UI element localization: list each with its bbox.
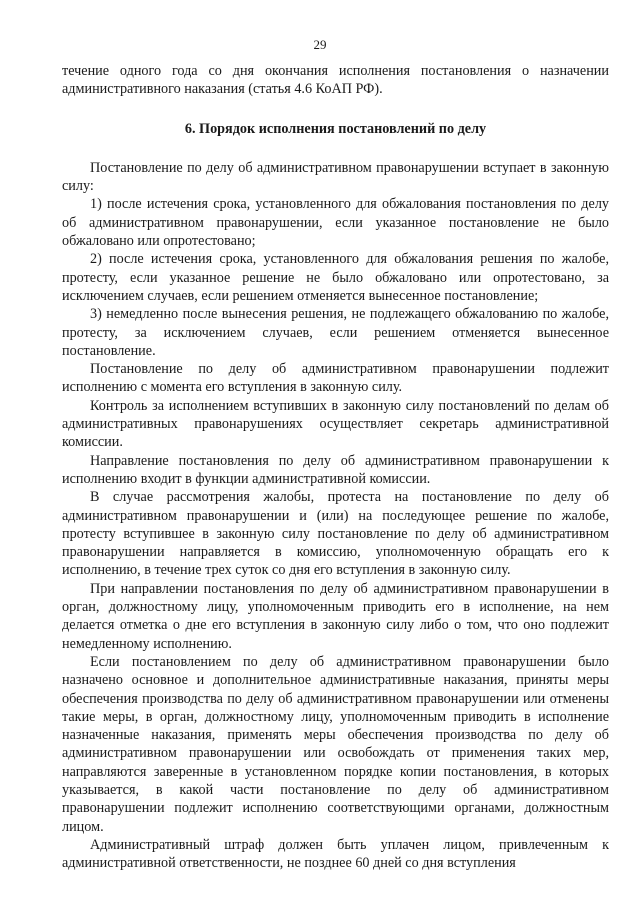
paragraph: При направлении постановления по делу об административном правонарушении в орган, должностному лицу, уполномоченным приводить его в исполнение, на нем делается отметка о дне его вступления в законную силу либо о том, что оно подлежит немедленному исполнению. xyxy=(62,580,609,652)
section-heading: 6. Порядок исполнения постановлений по делу xyxy=(184,120,487,137)
list-item: 2) после истечения срока, установленного для обжалования решения по жалобе, протесту, если указанное решение не было обжаловано или опротестовано, за исключением случаев, если решением отменяется вынесенное постановление; xyxy=(62,251,609,304)
paragraph: Постановление по делу об административном правонарушении вступает в законную силу: xyxy=(62,159,609,195)
paragraph: Если постановлением по делу об административном правонарушении было назначено основное и дополнительное административные наказания, приняты меры обеспечения производства по делу об административном правонарушении или отменены такие меры, в орган, должностному лицу, уполномоченным приводить в исполнение назначенные наказания, применять меры обеспечения производства по делу об административном правонарушении или освобождать от применения таких мер, направляются заверенные в установленном порядке копии постановления, в которых указывается, в какой части постановление по делу об административном правонарушении подлежит исполнению соответствующими органами, должностным лицом. xyxy=(62,653,609,835)
paragraph: Постановление по делу об административном правонарушении подлежит исполнению с момента его вступления в законную силу. xyxy=(62,361,609,396)
document-body xyxy=(62,62,609,872)
paragraph: Направление постановления по делу об административном правонарушении к исполнению входит в функции административной комиссии. xyxy=(62,452,609,487)
list-item: 1) после истечения срока, установленного для обжалования постановления по делу об административном правонарушении, если указанное постановление не было обжаловано или опротестовано; xyxy=(62,196,609,250)
page-number: 29 xyxy=(313,37,327,52)
paragraph: Административный штраф должен быть уплачен лицом, привлеченным к административной ответственности, не позднее 60 дней со дня вступления xyxy=(62,836,609,872)
continuation-paragraph: течение одного года со дня окончания исполнения постановления о назначении административного наказания (статья 4.6 КоАП РФ). xyxy=(62,63,609,98)
list-item: 3) немедленно после вынесения решения, не подлежащего обжалованию по жалобе, протесту, за исключением случаев, если решением отменяется вынесенное постановление. xyxy=(62,306,609,359)
paragraph: Контроль за исполнением вступивших в законную силу постановлений по делам об административных правонарушениях осуществляет секретарь административной комиссии. xyxy=(62,397,609,451)
paragraph: В случае рассмотрения жалобы, протеста на постановление по делу об административном правонарушении и (или) на последующее решение по жалобе, протесту вступившее в законную силу постановление по делу об административном правонарушении направляется в комиссию, уполномоченную обращать его к исполнению, в течение трех суток со дня его вступления в законную силу. xyxy=(62,489,609,579)
